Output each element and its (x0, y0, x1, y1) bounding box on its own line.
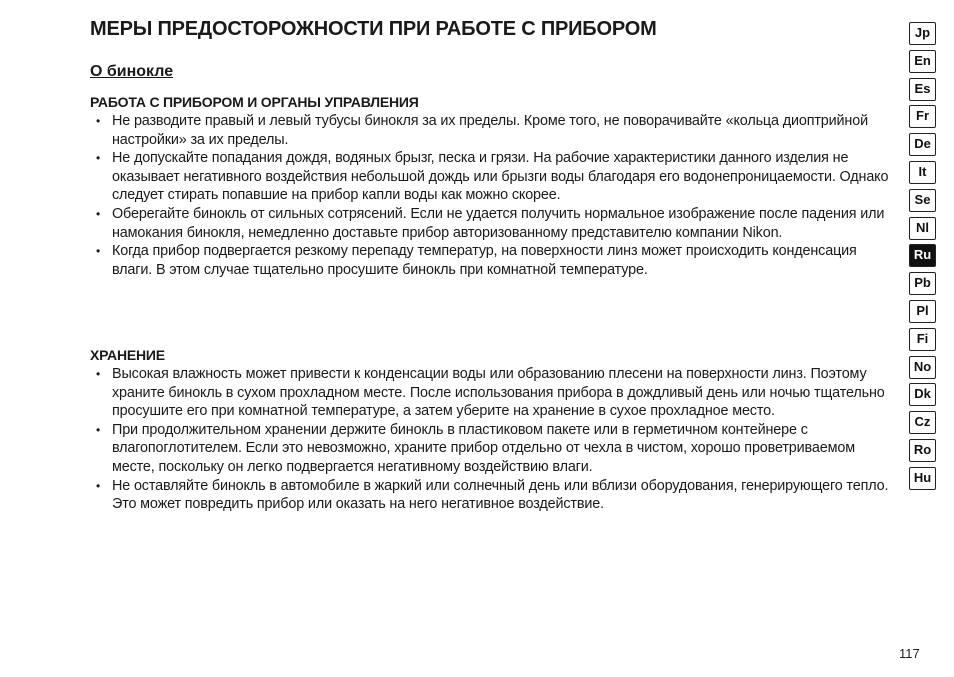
bullet-item: • Оберегайте бинокль от сильных сотрясений. Если не удается получить нормальное изображение после падения или намокания бинокля, немедленно доставьте прибор авторизованному представителю компании Nikon. (90, 205, 895, 242)
language-tab-pb[interactable]: Pb (909, 272, 936, 295)
language-tab-pl[interactable]: Pl (909, 300, 936, 323)
language-tab-fi[interactable]: Fi (909, 328, 936, 351)
language-tab-en[interactable]: En (909, 50, 936, 73)
page-subtitle: О бинокле (90, 63, 174, 80)
bullet-item: • Не оставляйте бинокль в автомобиле в жаркий или солнечный день или вблизи оборудования, генерирующего тепло. Это может повредить прибор или оказать на него негативное воздействие. (90, 477, 895, 514)
section-storage (90, 346, 895, 514)
language-tabs (909, 22, 936, 495)
language-tab-de[interactable]: De (909, 133, 936, 156)
bullet-item: • Не разводите правый и левый тубусы бинокля за их пределы. Кроме того, не поворачивайте «кольца диоптрийной настройки» за их пределы. (90, 112, 895, 149)
bullet-item: • Когда прибор подвергается резкому перепаду температур, на поверхности линз может происходить конденсация влаги. В этом случае тщательно просушите бинокль при комнатной температуре. (90, 242, 895, 279)
bullet-item: • Высокая влажность может привести к конденсации воды или образованию плесени на поверхности линз. Поэтому храните бинокль в сухом прохладном месте. После использования прибора в дождливый день или ночью тщательно просушите его при комнатной температуре, а затем уберите на хранение в сухое прохладное место. (90, 365, 895, 421)
language-tab-fr[interactable]: Fr (909, 105, 936, 128)
language-tab-es[interactable]: Es (909, 78, 936, 101)
page-number: 117 (899, 646, 920, 661)
section-heading: ХРАНЕНИЕ (90, 347, 165, 363)
language-tab-jp[interactable]: Jp (909, 22, 936, 45)
language-tab-se[interactable]: Se (909, 189, 936, 212)
language-tab-nl[interactable]: Nl (909, 217, 936, 240)
bullet-item: • Не допускайте попадания дождя, водяных брызг, песка и грязи. На рабочие характеристики данного изделия не оказывает негативного воздействия небольшой дождь или брызги воды благодаря его водонепроницаемости. Однако следует стирать попавшие на прибор капли воды как можно скорее. (90, 149, 895, 205)
page-title: МЕРЫ ПРЕДОСТОРОЖНОСТИ ПРИ РАБОТЕ С ПРИБОРОМ (90, 18, 657, 40)
bullet-item: • При продолжительном хранении держите бинокль в пластиковом пакете или в герметичном контейнере с влагопоглотителем. Если это невозможно, храните прибор отдельно от чехла в чистом, хорошо проветриваемом месте, поскольку он легко подвергается негативному воздействию влаги. (90, 421, 895, 477)
language-tab-dk[interactable]: Dk (909, 383, 936, 406)
language-tab-no[interactable]: No (909, 356, 936, 379)
section-heading: РАБОТА С ПРИБОРОМ И ОРГАНЫ УПРАВЛЕНИЯ (90, 94, 419, 110)
language-tab-ro[interactable]: Ro (909, 439, 936, 462)
bullet-list (90, 112, 895, 279)
language-tab-cz[interactable]: Cz (909, 411, 936, 434)
language-tab-hu[interactable]: Hu (909, 467, 936, 490)
section-handling (90, 93, 895, 279)
bullet-list (90, 365, 895, 514)
language-tab-ru[interactable]: Ru (909, 244, 936, 267)
language-tab-it[interactable]: It (909, 161, 936, 184)
